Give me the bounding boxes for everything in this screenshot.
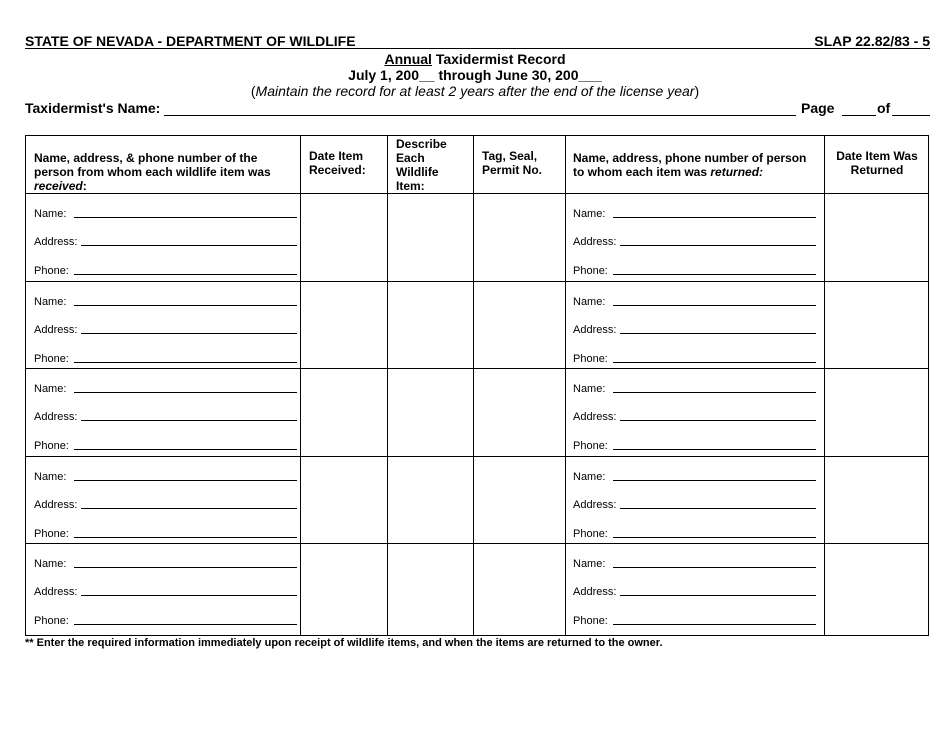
col-header-tag: Tag, Seal, Permit No. (482, 149, 543, 177)
received-phone-field[interactable] (74, 449, 297, 450)
returned-name-label: Name: (573, 208, 606, 220)
received-address-label: Address: (34, 323, 78, 336)
received-phone-field[interactable] (74, 624, 297, 625)
page-total-field[interactable] (892, 115, 930, 116)
row-divider (26, 368, 928, 369)
received-address-label: Address: (34, 498, 78, 511)
form-title (0, 51, 950, 67)
returned-address-label: Address: (573, 411, 617, 424)
record-table (25, 135, 929, 636)
returned-address-field[interactable] (620, 420, 816, 421)
col-header-date-returned: Date Item Was Returned (836, 149, 918, 177)
returned-phone-field[interactable] (613, 274, 816, 275)
returned-phone-field[interactable] (613, 537, 816, 538)
returned-address-label: Address: (573, 586, 617, 599)
returned-address-field[interactable] (620, 245, 816, 246)
col-divider (387, 136, 388, 635)
received-phone-label: Phone: (34, 440, 69, 453)
returned-phone-label: Phone: (573, 615, 608, 628)
col-header-date-received: Date Item Received: (309, 149, 366, 177)
received-phone-label: Phone: (34, 352, 69, 365)
returned-address-field[interactable] (620, 595, 816, 596)
returned-name-field[interactable] (613, 567, 816, 568)
taxidermist-name-label: Taxidermist's Name: (25, 100, 161, 116)
returned-name-label: Name: (573, 383, 606, 396)
row-divider (26, 543, 928, 544)
received-phone-field[interactable] (74, 362, 297, 363)
received-address-field[interactable] (81, 508, 297, 509)
col-divider (824, 136, 825, 635)
received-name-field[interactable] (74, 392, 297, 393)
col-divider (565, 136, 566, 635)
row-divider (26, 281, 928, 282)
received-address-field[interactable] (81, 420, 297, 421)
received-phone-field[interactable] (74, 537, 297, 538)
received-phone-label: Phone: (34, 615, 69, 628)
returned-name-field[interactable] (613, 217, 816, 218)
received-address-field[interactable] (81, 333, 297, 334)
returned-address-label: Address: (573, 323, 617, 336)
received-name-label: Name: (34, 295, 67, 308)
col-divider (300, 136, 301, 635)
returned-name-label: Name: (573, 470, 606, 483)
taxidermist-name-row (25, 100, 930, 118)
license-period: July 1, 200__ through June 30, 200___ (348, 67, 602, 83)
received-address-label: Address: (34, 586, 78, 599)
received-address-label: Address: (34, 411, 78, 424)
col-header-returned-to: Name, address, phone number of person to whom each item was returned: (573, 151, 807, 179)
received-address-field[interactable] (81, 595, 297, 596)
received-name-label: Name: (34, 383, 67, 396)
returned-name-label: Name: (573, 558, 606, 571)
col-divider (473, 136, 474, 635)
returned-phone-field[interactable] (613, 362, 816, 363)
agency-name: STATE OF NEVADA - DEPARTMENT OF WILDLIFE (25, 33, 356, 49)
page-label: Page (801, 100, 835, 116)
received-phone-label: Phone: (34, 527, 69, 540)
col-header-received-from: Name, address, & phone number of the person from whom each wildlife item was received: (34, 151, 271, 193)
returned-address-field[interactable] (620, 333, 816, 334)
received-name-field[interactable] (74, 305, 297, 306)
received-phone-field[interactable] (74, 274, 297, 275)
received-address-field[interactable] (81, 245, 297, 246)
retention-note-text: Maintain the record for at least 2 years after the end of the license year (255, 83, 695, 99)
received-name-field[interactable] (74, 567, 297, 568)
footnote: ** Enter the required information immediately upon receipt of wildlife items, and when the items are returned to the owner. (25, 637, 663, 649)
header-rule (25, 48, 930, 49)
row-divider (26, 456, 928, 457)
returned-phone-label: Phone: (573, 265, 608, 277)
returned-name-field[interactable] (613, 392, 816, 393)
returned-name-field[interactable] (613, 305, 816, 306)
returned-name-label: Name: (573, 295, 606, 308)
returned-phone-field[interactable] (613, 449, 816, 450)
received-name-label: Name: (34, 470, 67, 483)
received-name-label: Name: (34, 558, 67, 571)
received-name-field[interactable] (74, 217, 297, 218)
received-name-label: Name: (34, 208, 67, 220)
returned-phone-label: Phone: (573, 527, 608, 540)
taxidermist-name-field[interactable] (164, 115, 796, 116)
returned-phone-label: Phone: (573, 440, 608, 453)
row-divider (26, 193, 928, 194)
title-annual: Annual (384, 51, 432, 67)
received-phone-label: Phone: (34, 265, 69, 277)
page-number-field[interactable] (842, 115, 876, 116)
col-header-describe: Describe Each Wildlife Item: (396, 137, 447, 193)
of-label: of (877, 100, 891, 116)
returned-address-label: Address: (573, 236, 617, 248)
received-name-field[interactable] (74, 480, 297, 481)
returned-address-label: Address: (573, 498, 617, 511)
retention-note: (Maintain the record for at least 2 years after the end of the license year) (250, 83, 700, 99)
returned-name-field[interactable] (613, 480, 816, 481)
returned-phone-label: Phone: (573, 352, 608, 365)
returned-phone-field[interactable] (613, 624, 816, 625)
title-rest: Taxidermist Record (431, 51, 566, 67)
form-number: SLAP 22.82/83 - 5 (814, 33, 930, 49)
received-address-label: Address: (34, 236, 78, 248)
returned-address-field[interactable] (620, 508, 816, 509)
